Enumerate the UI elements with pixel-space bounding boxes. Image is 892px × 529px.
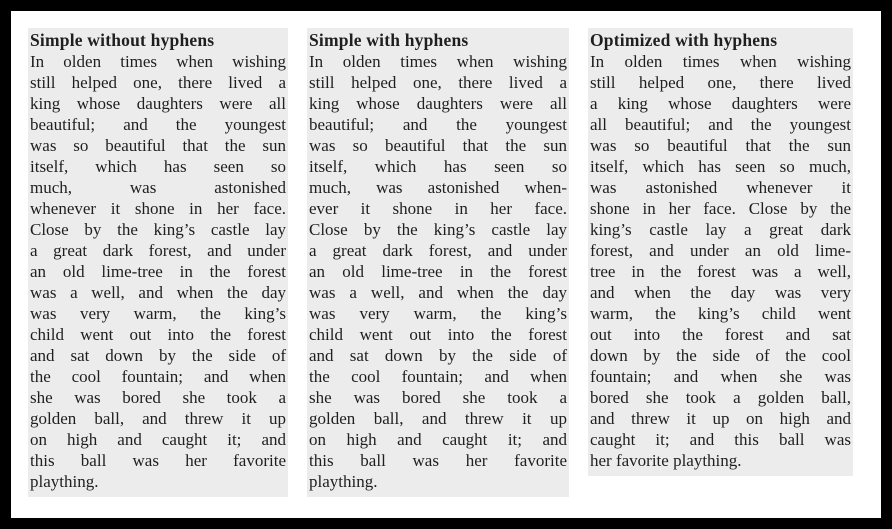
text-line: an old lime-tree in the forest [30,262,286,281]
paragraph [309,51,567,492]
text-line: a great dark forest, and under [30,241,286,260]
columns-container [11,11,881,497]
text-line: was a well, and when the day [309,283,567,302]
text-line: much, was astonished when- [309,178,567,197]
text-line: In olden times when wishing [590,52,851,71]
text-line: was so beautiful that the sun [309,136,567,155]
text-line: was so beautiful that the sun [590,136,851,155]
text-line: on high and caught it; and [30,430,286,449]
text-line: still helped one, there lived [590,73,851,92]
text-panel-simple-with-hyphens [307,28,569,497]
text-line: and sat down by the side of [30,346,286,365]
text-line: and threw it up on high and [590,409,851,428]
text-line: was very warm, the king’s [30,304,286,323]
text-line: this ball was her favorite [30,451,286,470]
text-line-last: plaything. [30,472,99,491]
text-line: she was bored she took a [309,388,567,407]
text-line: caught it; and this ball was [590,430,851,449]
text-line: whenever it shone in her face. [30,199,286,218]
text-line-last: plaything. [309,472,378,491]
text-line: on high and caught it; and [309,430,567,449]
text-line: fountain; and when she was [590,367,851,386]
text-line: out into the forest and sat [590,325,851,344]
paragraph [30,51,286,492]
text-line-last: her favorite plaything. [590,451,742,470]
text-line: golden ball, and threw it up [30,409,286,428]
text-line: was very warm, the king’s [309,304,567,323]
text-line: ever it shone in her face. [309,199,567,218]
text-line: itself, which has seen so much, [590,157,851,176]
text-line: still helped one, there lived a [309,73,567,92]
text-line: child went out into the forest [30,325,286,344]
text-line: itself, which has seen so [30,157,286,176]
text-line: In olden times when wishing [30,52,286,71]
text-line: king’s castle lay a great dark [590,220,851,239]
panel-heading: Optimized with hyphens [590,30,778,50]
text-line: warm, the king’s child went [590,304,851,323]
text-line: In olden times when wishing [309,52,567,71]
text-line: a great dark forest, and under [309,241,567,260]
text-line: down by the side of the cool [590,346,851,365]
text-line: Close by the king’s castle lay [309,220,567,239]
text-line: king whose daughters were all [309,94,567,113]
panel-heading: Simple without hyphens [30,30,215,50]
text-line: she was bored she took a [30,388,286,407]
text-line: all beautiful; and the youngest [590,115,851,134]
text-panel-simple-without-hyphens [28,28,288,497]
text-line: the cool fountain; and when [309,367,567,386]
text-line: the cool fountain; and when [30,367,286,386]
panel-heading: Simple with hyphens [309,30,469,50]
text-line: and when the day was very [590,283,851,302]
paragraph [590,51,851,471]
page-frame [11,11,881,518]
text-line: king whose daughters were all [30,94,286,113]
text-line: much, was astonished [30,178,286,197]
text-line: still helped one, there lived a [30,73,286,92]
text-line: golden ball, and threw it up [309,409,567,428]
text-line: was a well, and when the day [30,283,286,302]
text-line: Close by the king’s castle lay [30,220,286,239]
text-panel-optimized-with-hyphens [588,28,853,476]
text-line: bored she took a golden ball, [590,388,851,407]
text-line: and sat down by the side of [309,346,567,365]
text-line: an old lime-tree in the forest [309,262,567,281]
text-line: child went out into the forest [309,325,567,344]
text-line: a king whose daughters were [590,94,851,113]
text-line: was astonished whenever it [590,178,851,197]
text-line: was so beautiful that the sun [30,136,286,155]
text-line: forest, and under an old lime- [590,241,851,260]
text-line: beautiful; and the youngest [309,115,567,134]
text-line: itself, which has seen so [309,157,567,176]
text-line: shone in her face. Close by the [590,199,851,218]
text-line: tree in the forest was a well, [590,262,851,281]
text-line: beautiful; and the youngest [30,115,286,134]
text-line: this ball was her favorite [309,451,567,470]
